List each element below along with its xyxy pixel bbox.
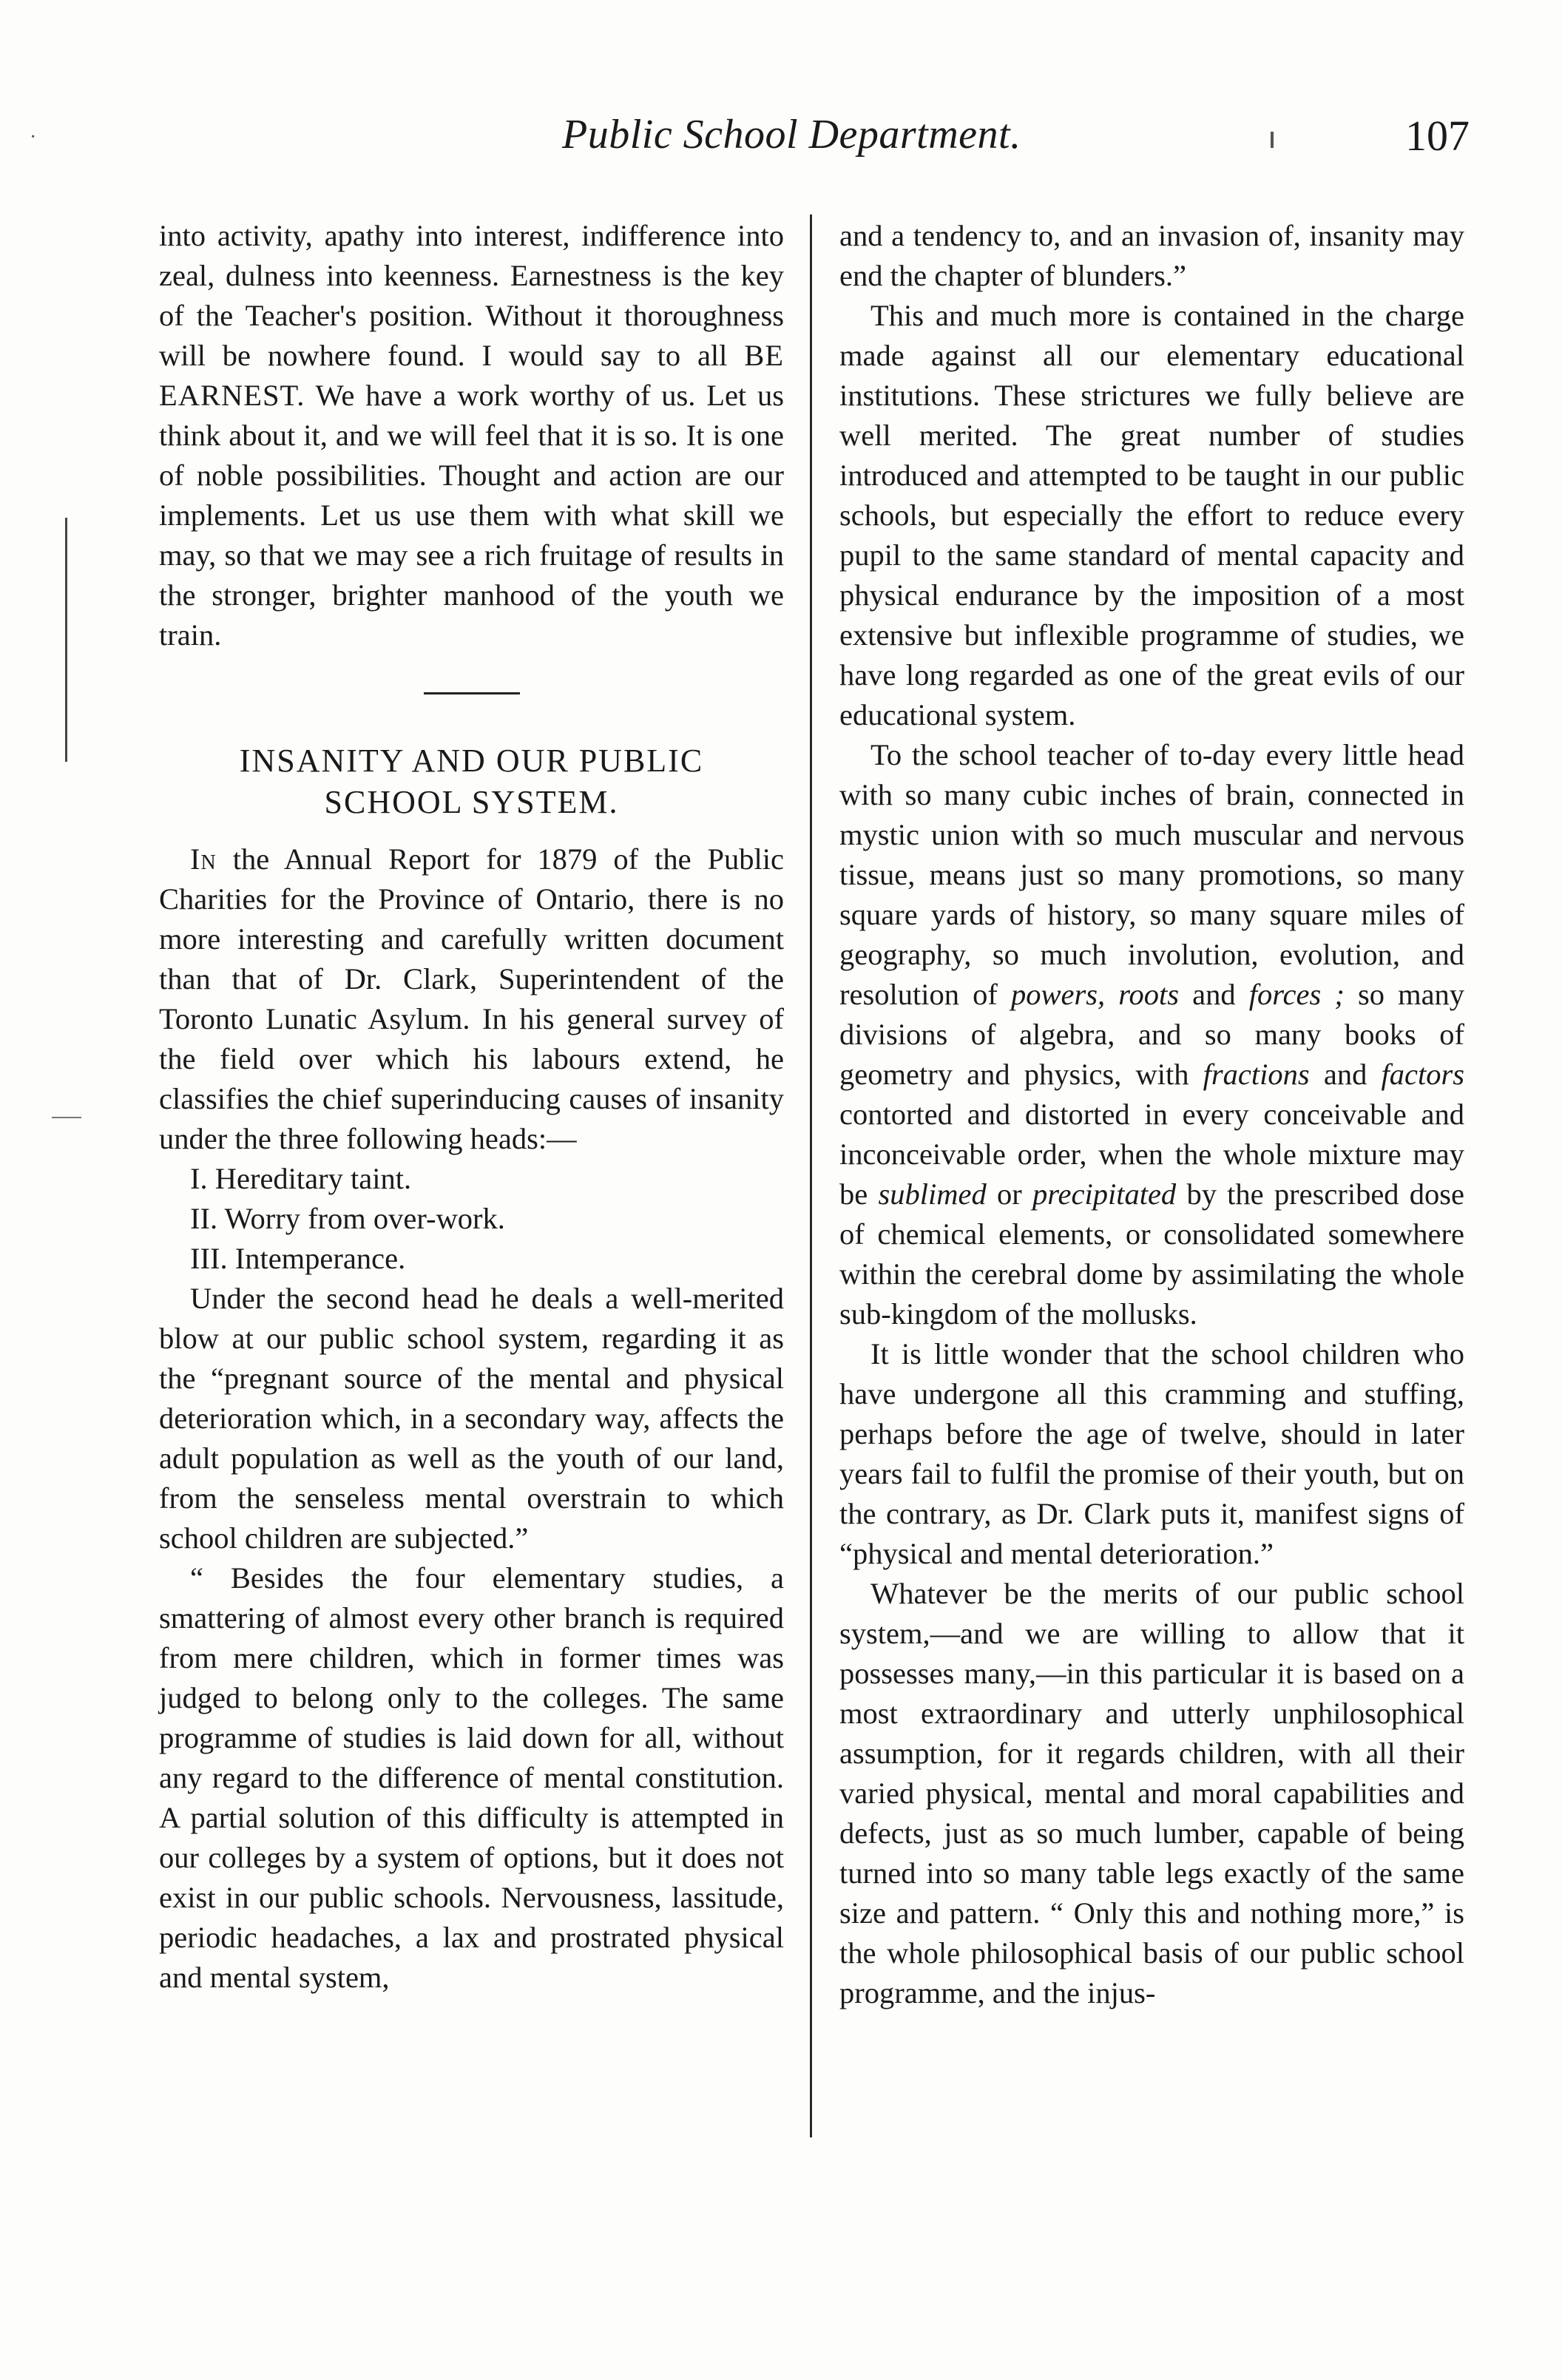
italic-forces: forces ; — [1248, 978, 1345, 1011]
italic-precipitated: precipitated — [1032, 1177, 1177, 1211]
left-p1-continued: We have a work worthy of us. Let us think about it, and we will feel that it is so. It is one of noble possibilities. Thought and action are our implements. Let us use them with what skill we may, so that we may see a rich fruitage of results in the stronger, brighter manhood of the youth we train. — [159, 379, 784, 652]
left-paragraph-3: Under the second head he deals a well-merited blow at our public school system, regarding it as the “pregnant source of the mental and physical deterioration which, in a secondary way, affects the adult population as well as the youth of our land, from the senseless mental overstrain to which school children are subjected.” — [159, 1282, 784, 1555]
right-p3-text-a: To the school teacher of to-day every little head with so many cubic inches of brain, connected in mystic union with so much muscular and nervous tissue, means just so many promotions, so many square yards of history, so many square miles of geography, so much involution, evolution, and resolution of — [839, 738, 1464, 1011]
lead-word: In — [190, 842, 217, 876]
word-and: and — [1192, 978, 1236, 1011]
right-paragraph-1: and a tendency to, and an invasion of, insanity may end the chapter of blunders.” — [839, 219, 1464, 292]
word-and-2: and — [1323, 1058, 1367, 1091]
section-rule — [424, 692, 520, 694]
left-paragraph-4: “ Besides the four elementary studies, a smattering of almost every other branch is required from mere children, which in former times was judged to belong only to the colleges. The same programme of studies is laid down for all, without any regard to the difference of mental constitution. A partial solution of this difficulty is attempted in our colleges by a system of options, but it does not exist in our public schools. Nervousness, lassitude, periodic headaches, a lax and prostrated physical and mental system, — [159, 1561, 784, 1994]
left-p1-text: into activity, apathy into interest, indifference into zeal, dulness into keenness. Earnestness is the key of the Teacher's position. Without it thoroughness will be nowhere found. I would say to all — [159, 219, 784, 372]
right-paragraph-2: This and much more is contained in the charge made against all our elementary educational institutions. These strictures we fully believe are well merited. The great number of studies introduced and attempted to be taught in our public schools, but especially the effort to reduce every pupil to the same standard of mental capacity and physical endurance by the imposition of a most extensive but inflexible programme of studies, we have long regarded as one of the great evils of our educational system. — [839, 299, 1464, 731]
left-column — [159, 216, 784, 1998]
italic-fractions: fractions — [1203, 1058, 1310, 1091]
right-p3-text-c: contorted and distorted in every conceivable and inconceivable order, when the whole mixture may be — [839, 1098, 1464, 1211]
right-column — [839, 216, 1464, 2013]
word-or: or — [996, 1177, 1022, 1211]
italic-powers: powers, — [1010, 978, 1106, 1011]
right-paragraph-4: It is little wonder that the school children who have undergone all this cramming and stuffing, perhaps before the age of twelve, should in later years fail to fulfil the promise of their youth, but on the contrary, as Dr. Clark puts it, manifest signs of “physical and mental deterioration.” — [839, 1337, 1464, 1570]
running-head: Public School Department. — [562, 112, 1021, 158]
list-item: III. Intemperance. — [190, 1242, 406, 1275]
right-paragraph-3 — [839, 735, 1464, 1334]
column-divider — [810, 214, 812, 2137]
right-p3-text-d: by the prescribed dose of chemical elements, or consolidated somewhere within the cerebral dome by assimilating the whole sub-kingdom of the mollusks. — [839, 1177, 1465, 1331]
list-item: I. Hereditary taint. — [190, 1162, 412, 1195]
right-p3-text-b: so many divisions of algebra, and so many books of geometry and physics, with — [839, 978, 1465, 1091]
italic-factors: factors — [1381, 1058, 1464, 1091]
left-paragraph-1 — [159, 216, 784, 655]
article-title-line-1: INSANITY AND OUR PUBLIC — [239, 743, 704, 779]
italic-roots: roots — [1118, 978, 1180, 1011]
margin-rule — [65, 518, 67, 762]
left-p2-text: the Annual Report for 1879 of the Public Charities for the Province of Ontario, there is no more interesting and carefully written document than that of Dr. Clark, Superintendent of the Toronto Lunatic Asylum. In his general survey of the field over which his labours extend, he classifies the chief superinducing causes of insanity under the three following heads:— — [159, 842, 785, 1155]
margin-tick — [52, 1117, 81, 1118]
article-title-line-2: SCHOOL SYSTEM. — [324, 784, 619, 820]
left-paragraph-2 — [159, 839, 784, 1159]
be-earnest-emphasis: BE EARNEST. — [159, 339, 785, 412]
list-item: II. Worry from over-work. — [190, 1202, 505, 1235]
italic-sublimed: sublimed — [878, 1177, 987, 1211]
right-paragraph-5: Whatever be the merits of our public school system,—and we are willing to allow that it possesses many,—in this particular it is based on a most extraordinary and utterly unphilosophical assumption, for it regards children, with all their varied physical, mental and moral capabilities and defects, just as so much lumber, capable of being turned into so many table legs exactly of the same size and pattern. “ Only this and nothing more,” is the whole philosophical basis of our public school programme, and the injus- — [839, 1577, 1464, 2009]
corner-scan-mark: · — [30, 126, 37, 149]
article-title — [159, 740, 784, 823]
page-number: 107 — [1405, 112, 1470, 160]
header-mark — [1271, 132, 1274, 148]
